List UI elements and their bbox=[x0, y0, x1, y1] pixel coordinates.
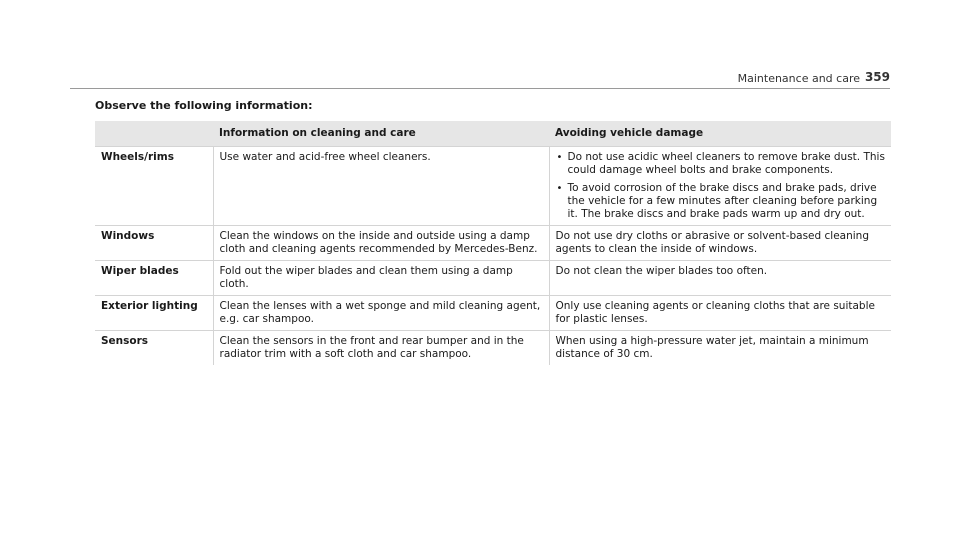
page-number: 359 bbox=[864, 70, 890, 84]
cleaning-table bbox=[95, 121, 891, 365]
table-row bbox=[95, 226, 891, 261]
row-info: Use water and acid-free wheel cleaners. bbox=[213, 147, 549, 226]
table-row bbox=[95, 331, 891, 366]
table-row bbox=[95, 147, 891, 226]
bullet-icon: • bbox=[556, 183, 563, 194]
table-row bbox=[95, 261, 891, 296]
row-label: Wheels/rims bbox=[95, 147, 213, 226]
list-item bbox=[556, 151, 886, 177]
table-header-blank bbox=[95, 121, 213, 147]
row-damage bbox=[549, 147, 891, 226]
row-damage: Do not clean the wiper blades too often. bbox=[549, 261, 891, 296]
row-info: Fold out the wiper blades and clean them using a damp cloth. bbox=[213, 261, 549, 296]
list-item bbox=[556, 182, 886, 221]
row-label: Exterior lighting bbox=[95, 296, 213, 331]
table-header-row bbox=[95, 121, 891, 147]
table-header-damage: Avoiding vehicle damage bbox=[549, 121, 891, 147]
damage-list bbox=[556, 151, 886, 221]
row-label: Windows bbox=[95, 226, 213, 261]
row-damage: Do not use dry cloths or abrasive or solvent-based cleaning agents to clean the inside of windows. bbox=[549, 226, 891, 261]
row-info: Clean the sensors in the front and rear bumper and in the radiator trim with a soft cloth and car shampoo. bbox=[213, 331, 549, 366]
row-info: Clean the lenses with a wet sponge and mild cleaning agent, e.g. car shampoo. bbox=[213, 296, 549, 331]
table-row bbox=[95, 296, 891, 331]
list-item-text: To avoid corrosion of the brake discs and brake pads, drive the vehicle for a few minutes after cleaning before parking it. The brake discs and brake pads warm up and dry out. bbox=[567, 182, 878, 220]
row-label: Wiper blades bbox=[95, 261, 213, 296]
table-header-info: Information on cleaning and care bbox=[213, 121, 549, 147]
row-damage: Only use cleaning agents or cleaning cloths that are suitable for plastic lenses. bbox=[549, 296, 891, 331]
section-title: Maintenance and care bbox=[737, 72, 860, 85]
row-label: Sensors bbox=[95, 331, 213, 366]
row-info: Clean the windows on the inside and outside using a damp cloth and cleaning agents recommended by Mercedes-Benz. bbox=[213, 226, 549, 261]
intro-heading: Observe the following information: bbox=[95, 99, 313, 112]
bullet-icon: • bbox=[556, 152, 563, 163]
header-rule bbox=[70, 88, 890, 89]
page-header bbox=[737, 68, 890, 88]
list-item-text: Do not use acidic wheel cleaners to remove brake dust. This could damage wheel bolts and brake components. bbox=[567, 151, 885, 176]
row-damage: When using a high-pressure water jet, maintain a minimum distance of 30 cm. bbox=[549, 331, 891, 366]
